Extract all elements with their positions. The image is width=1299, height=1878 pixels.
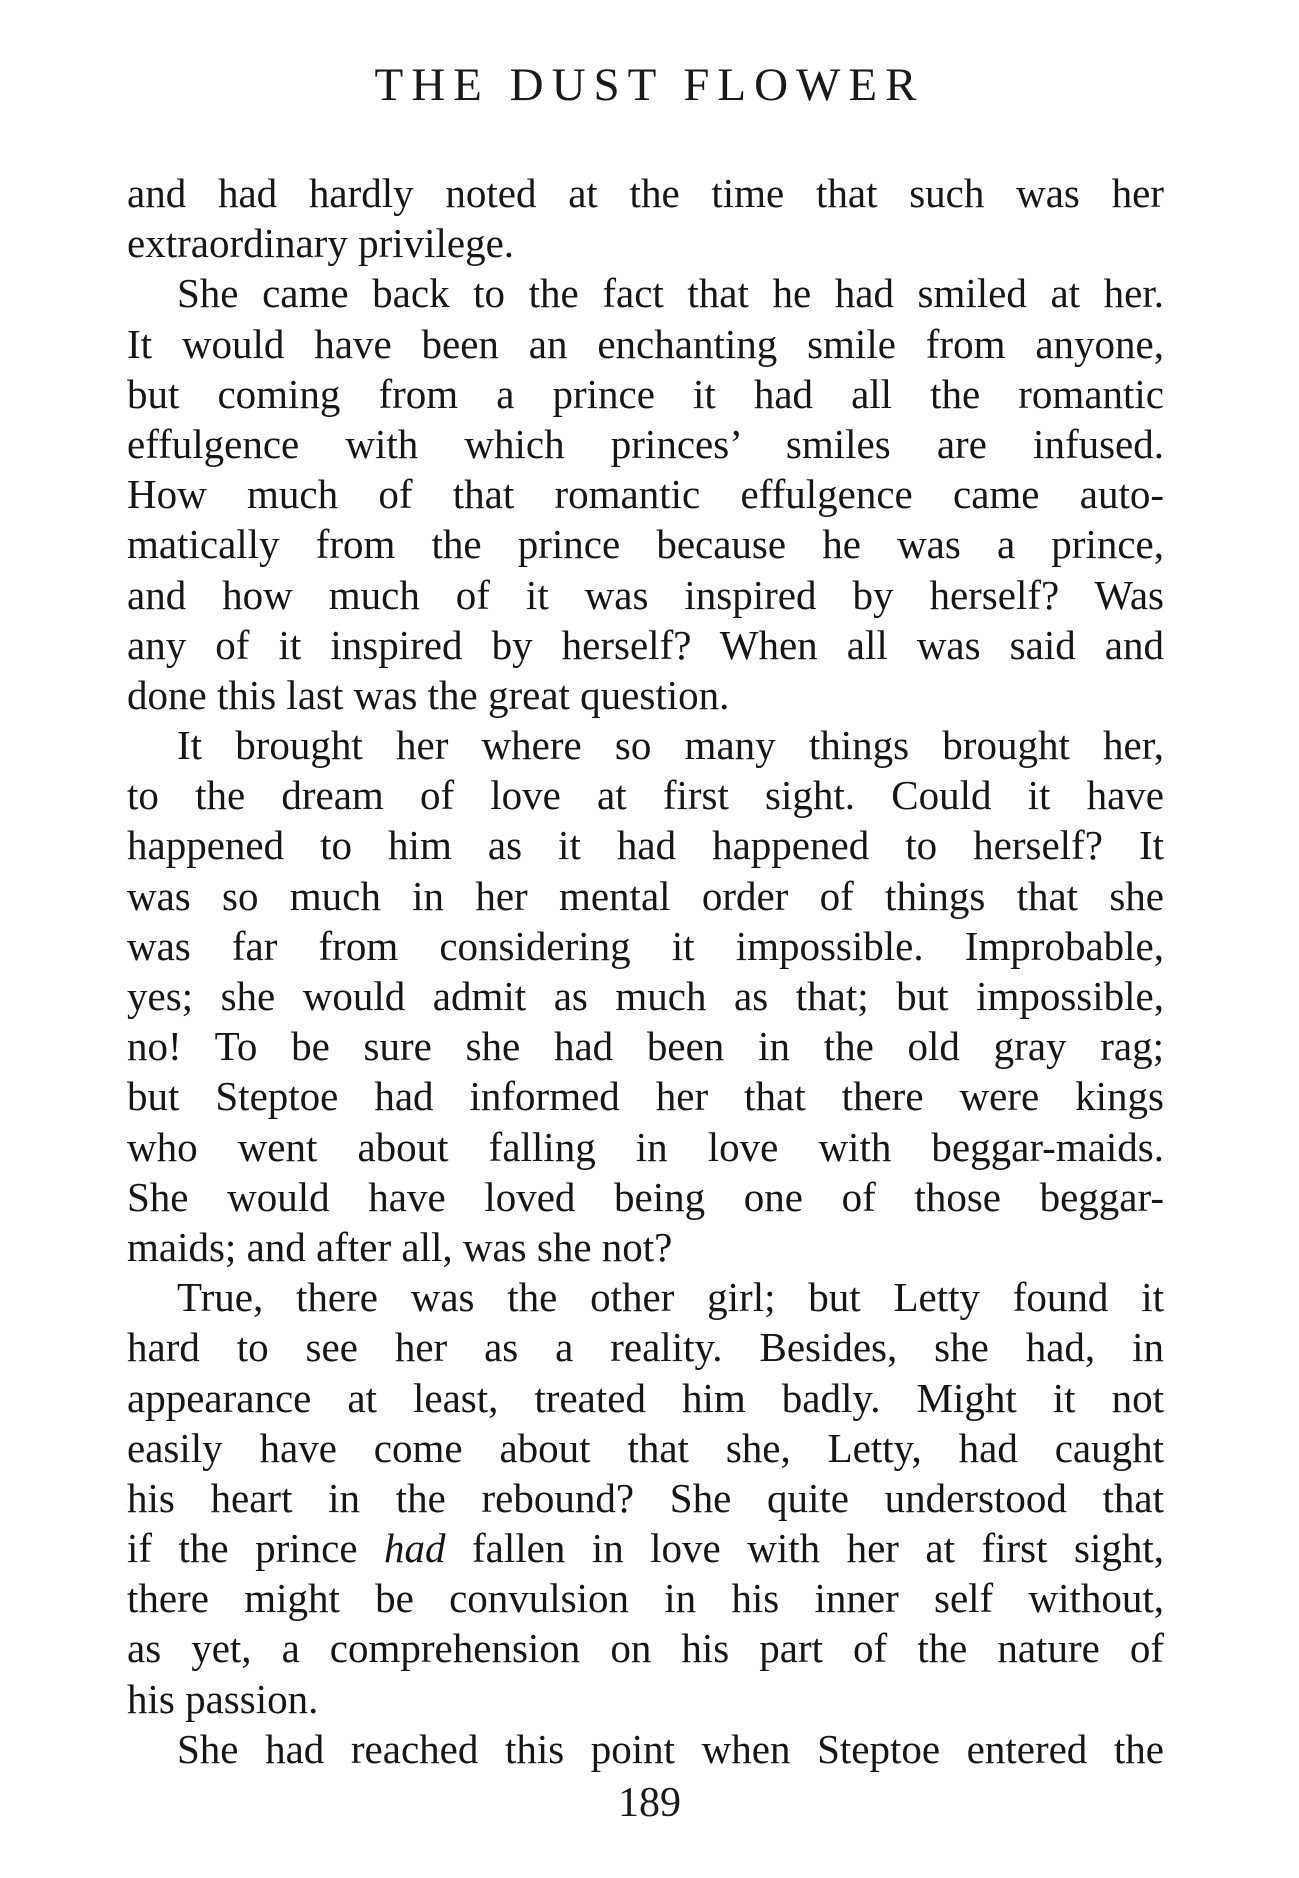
text-segment: if the prince bbox=[127, 1525, 385, 1572]
text-line: who went about falling in love with beggar-maids. bbox=[127, 1123, 1164, 1170]
text-line: any of it inspired by herself? When all was said and bbox=[127, 621, 1164, 668]
text-line: and how much of it was inspired by herself? Was bbox=[127, 571, 1164, 618]
text-line: extraordinary privilege. bbox=[127, 220, 515, 267]
italic-emphasis: had bbox=[384, 1525, 446, 1572]
text-line: done this last was the great question. bbox=[127, 671, 730, 718]
text-line: True, there was the other girl; but Letty found it bbox=[177, 1274, 1164, 1321]
text-line-with-italic bbox=[127, 1523, 1164, 1573]
text-line: easily have come about that she, Letty, had caught bbox=[127, 1424, 1164, 1471]
text-line: but Steptoe had informed her that there were kings bbox=[127, 1073, 1164, 1120]
text-line: She came back to the fact that he had smiled at her. bbox=[177, 270, 1164, 317]
text-line: It would have been an enchanting smile from anyone, bbox=[127, 320, 1164, 367]
text-line: as yet, a comprehension on his part of the nature of bbox=[127, 1625, 1164, 1672]
running-head: THE DUST FLOWER bbox=[374, 59, 925, 111]
text-line: She had reached this point when Steptoe entered the bbox=[177, 1725, 1164, 1772]
text-line: It brought her where so many things brought her, bbox=[177, 722, 1164, 769]
text-line: and had hardly noted at the time that such was her bbox=[127, 170, 1164, 216]
text-line: was so much in her mental order of things that she bbox=[127, 872, 1164, 919]
text-line: yes; she would admit as much as that; but impossible, bbox=[127, 973, 1164, 1019]
text-line: but coming from a prince it had all the romantic bbox=[127, 370, 1164, 417]
text-line: matically from the prince because he was a prince, bbox=[127, 521, 1164, 568]
text-line: his passion. bbox=[127, 1675, 319, 1722]
page-number: 189 bbox=[618, 1780, 681, 1826]
text-line: maids; and after all, was she not? bbox=[127, 1223, 673, 1270]
text-line: How much of that romantic effulgence came auto- bbox=[127, 471, 1164, 518]
text-line: happened to him as it had happened to herself? It bbox=[127, 822, 1164, 869]
body-text bbox=[127, 168, 1164, 1774]
text-line: She would have loved being one of those beggar- bbox=[127, 1173, 1164, 1220]
text-line: no! To be sure she had been in the old gray rag; bbox=[127, 1023, 1164, 1070]
text-line: appearance at least, treated him badly. Might it not bbox=[127, 1374, 1164, 1421]
text-line: was far from considering it impossible. Improbable, bbox=[127, 922, 1164, 969]
text-line: there might be convulsion in his inner self without, bbox=[127, 1575, 1164, 1622]
text-line: hard to see her as a reality. Besides, she had, in bbox=[127, 1324, 1164, 1371]
text-line: to the dream of love at first sight. Could it have bbox=[127, 772, 1164, 819]
text-segment: fallen in love with her at first sight, bbox=[445, 1525, 1164, 1572]
text-line: his heart in the rebound? She quite understood that bbox=[127, 1474, 1164, 1521]
text-line: effulgence with which princes’ smiles are infused. bbox=[127, 420, 1164, 467]
